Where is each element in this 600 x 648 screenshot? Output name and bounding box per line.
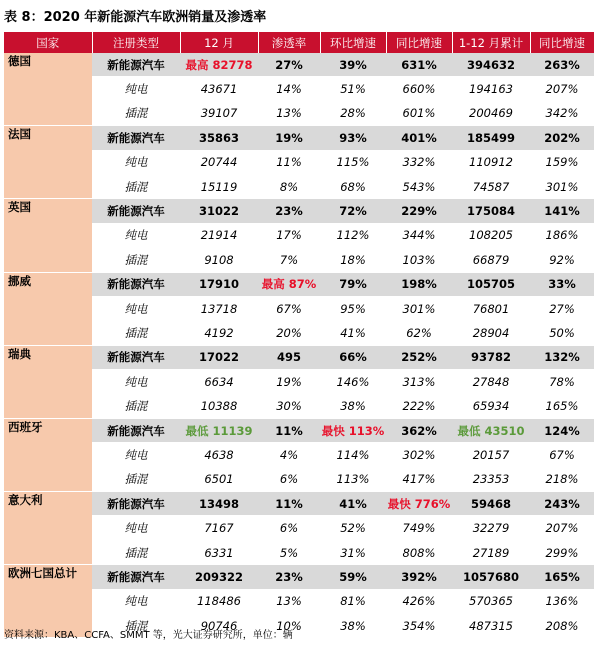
cell-cyoy: 218% bbox=[530, 467, 594, 491]
cell-type: 纯电 bbox=[92, 589, 180, 613]
cell-m12: 39107 bbox=[180, 101, 258, 125]
cell-type: 插混 bbox=[92, 174, 180, 198]
country-cell: 英国 bbox=[4, 199, 92, 272]
cell-pen: 6% bbox=[258, 516, 320, 540]
cell-type: 纯电 bbox=[92, 516, 180, 540]
cell-cyoy: 301% bbox=[530, 174, 594, 198]
header-cell: 12 月 bbox=[180, 32, 258, 53]
cell-type: 纯电 bbox=[92, 77, 180, 101]
cell-cum: 185499 bbox=[452, 126, 530, 150]
cell-yoy: 749% bbox=[386, 516, 452, 540]
cell-cyoy: 27% bbox=[530, 296, 594, 320]
cell-cyoy: 132% bbox=[530, 345, 594, 369]
header-cell: 同比增速 bbox=[530, 32, 594, 53]
cell-yoy: 660% bbox=[386, 77, 452, 101]
cell-mom: 66% bbox=[320, 345, 386, 369]
cell-m12: 90746 bbox=[180, 613, 258, 637]
sales-table bbox=[4, 32, 595, 638]
cell-mom: 41% bbox=[320, 321, 386, 345]
cell-mom: 72% bbox=[320, 199, 386, 223]
cell-yoy: 543% bbox=[386, 174, 452, 198]
cell-type: 插混 bbox=[92, 101, 180, 125]
cell-yoy: 631% bbox=[386, 53, 452, 77]
cell-cum: 105705 bbox=[452, 272, 530, 296]
table-row bbox=[4, 53, 594, 77]
cell-cum: 110912 bbox=[452, 150, 530, 174]
cell-mom: 114% bbox=[320, 443, 386, 467]
table-row bbox=[4, 589, 594, 613]
table-row bbox=[4, 394, 594, 418]
table-row bbox=[4, 443, 594, 467]
table-row bbox=[4, 467, 594, 491]
cell-yoy: 344% bbox=[386, 223, 452, 247]
cell-yoy: 401% bbox=[386, 126, 452, 150]
cell-cum: 570365 bbox=[452, 589, 530, 613]
cell-yoy: 417% bbox=[386, 467, 452, 491]
cell-pen: 14% bbox=[258, 77, 320, 101]
cell-cyoy: 33% bbox=[530, 272, 594, 296]
cell-cum: 108205 bbox=[452, 223, 530, 247]
table-row bbox=[4, 492, 594, 516]
cell-yoy: 62% bbox=[386, 321, 452, 345]
cell-yoy: 601% bbox=[386, 101, 452, 125]
cell-pen: 7% bbox=[258, 248, 320, 272]
table-row bbox=[4, 248, 594, 272]
cell-mom: 59% bbox=[320, 565, 386, 589]
cell-type: 插混 bbox=[92, 248, 180, 272]
cell-cyoy: 263% bbox=[530, 53, 594, 77]
cell-yoy: 426% bbox=[386, 589, 452, 613]
cell-cyoy: 299% bbox=[530, 540, 594, 564]
cell-cum: 200469 bbox=[452, 101, 530, 125]
cell-cyoy: 92% bbox=[530, 248, 594, 272]
cell-m12: 31022 bbox=[180, 199, 258, 223]
cell-pen: 13% bbox=[258, 589, 320, 613]
cell-cum: 27189 bbox=[452, 540, 530, 564]
cell-pen: 最高 87% bbox=[258, 272, 320, 296]
cell-pen: 13% bbox=[258, 101, 320, 125]
cell-m12: 4638 bbox=[180, 443, 258, 467]
cell-m12: 13718 bbox=[180, 296, 258, 320]
cell-cyoy: 243% bbox=[530, 492, 594, 516]
cell-yoy: 362% bbox=[386, 418, 452, 442]
table-title: 表 8：2020 年新能源汽车欧洲销量及渗透率 bbox=[4, 10, 267, 25]
cell-m12: 118486 bbox=[180, 589, 258, 613]
country-cell: 挪威 bbox=[4, 272, 92, 345]
cell-cum: 27848 bbox=[452, 370, 530, 394]
cell-cum: 最低 43510 bbox=[452, 418, 530, 442]
cell-mom: 18% bbox=[320, 248, 386, 272]
cell-pen: 11% bbox=[258, 492, 320, 516]
cell-pen: 19% bbox=[258, 126, 320, 150]
cell-cyoy: 50% bbox=[530, 321, 594, 345]
cell-cum: 1057680 bbox=[452, 565, 530, 589]
cell-type: 新能源汽车 bbox=[92, 53, 180, 77]
cell-cyoy: 165% bbox=[530, 565, 594, 589]
cell-cyoy: 124% bbox=[530, 418, 594, 442]
table-row bbox=[4, 199, 594, 223]
cell-mom: 38% bbox=[320, 613, 386, 637]
cell-type: 新能源汽车 bbox=[92, 272, 180, 296]
cell-yoy: 392% bbox=[386, 565, 452, 589]
cell-m12: 20744 bbox=[180, 150, 258, 174]
cell-mom: 113% bbox=[320, 467, 386, 491]
cell-type: 插混 bbox=[92, 540, 180, 564]
cell-cyoy: 165% bbox=[530, 394, 594, 418]
cell-type: 新能源汽车 bbox=[92, 565, 180, 589]
cell-type: 新能源汽车 bbox=[92, 199, 180, 223]
table-row bbox=[4, 272, 594, 296]
table-row bbox=[4, 540, 594, 564]
header-cell: 环比增速 bbox=[320, 32, 386, 53]
cell-m12: 7167 bbox=[180, 516, 258, 540]
cell-yoy: 252% bbox=[386, 345, 452, 369]
cell-m12: 43671 bbox=[180, 77, 258, 101]
cell-cyoy: 208% bbox=[530, 613, 594, 637]
country-cell: 西班牙 bbox=[4, 418, 92, 491]
cell-pen: 6% bbox=[258, 467, 320, 491]
cell-m12: 10388 bbox=[180, 394, 258, 418]
cell-m12: 6501 bbox=[180, 467, 258, 491]
table-row bbox=[4, 150, 594, 174]
cell-pen: 495 bbox=[258, 345, 320, 369]
cell-mom: 79% bbox=[320, 272, 386, 296]
cell-pen: 67% bbox=[258, 296, 320, 320]
cell-yoy: 313% bbox=[386, 370, 452, 394]
cell-cyoy: 207% bbox=[530, 516, 594, 540]
country-cell: 法国 bbox=[4, 126, 92, 199]
cell-mom: 51% bbox=[320, 77, 386, 101]
cell-m12: 6331 bbox=[180, 540, 258, 564]
header-cell: 1-12 月累计 bbox=[452, 32, 530, 53]
header-cell: 同比增速 bbox=[386, 32, 452, 53]
cell-m12: 21914 bbox=[180, 223, 258, 247]
cell-type: 纯电 bbox=[92, 296, 180, 320]
table-row bbox=[4, 174, 594, 198]
cell-cyoy: 67% bbox=[530, 443, 594, 467]
cell-mom: 95% bbox=[320, 296, 386, 320]
cell-type: 插混 bbox=[92, 467, 180, 491]
cell-cum: 23353 bbox=[452, 467, 530, 491]
cell-mom: 112% bbox=[320, 223, 386, 247]
cell-yoy: 222% bbox=[386, 394, 452, 418]
cell-cum: 28904 bbox=[452, 321, 530, 345]
cell-pen: 11% bbox=[258, 418, 320, 442]
cell-m12: 17022 bbox=[180, 345, 258, 369]
cell-pen: 8% bbox=[258, 174, 320, 198]
table-row bbox=[4, 77, 594, 101]
cell-m12: 35863 bbox=[180, 126, 258, 150]
cell-type: 插混 bbox=[92, 394, 180, 418]
cell-yoy: 198% bbox=[386, 272, 452, 296]
table-row bbox=[4, 565, 594, 589]
cell-type: 纯电 bbox=[92, 223, 180, 247]
cell-cum: 175084 bbox=[452, 199, 530, 223]
cell-mom: 115% bbox=[320, 150, 386, 174]
country-cell: 欧洲七国总计 bbox=[4, 565, 92, 638]
cell-pen: 4% bbox=[258, 443, 320, 467]
cell-m12: 6634 bbox=[180, 370, 258, 394]
cell-cum: 194163 bbox=[452, 77, 530, 101]
table-row bbox=[4, 516, 594, 540]
cell-mom: 41% bbox=[320, 492, 386, 516]
cell-cum: 32279 bbox=[452, 516, 530, 540]
cell-yoy: 301% bbox=[386, 296, 452, 320]
table-row bbox=[4, 126, 594, 150]
cell-yoy: 最快 776% bbox=[386, 492, 452, 516]
cell-pen: 11% bbox=[258, 150, 320, 174]
cell-yoy: 332% bbox=[386, 150, 452, 174]
cell-pen: 23% bbox=[258, 199, 320, 223]
cell-mom: 28% bbox=[320, 101, 386, 125]
country-cell: 德国 bbox=[4, 53, 92, 126]
cell-cum: 20157 bbox=[452, 443, 530, 467]
cell-pen: 17% bbox=[258, 223, 320, 247]
cell-type: 新能源汽车 bbox=[92, 126, 180, 150]
cell-cum: 65934 bbox=[452, 394, 530, 418]
cell-mom: 52% bbox=[320, 516, 386, 540]
cell-pen: 20% bbox=[258, 321, 320, 345]
cell-cyoy: 207% bbox=[530, 77, 594, 101]
cell-cyoy: 78% bbox=[530, 370, 594, 394]
cell-pen: 30% bbox=[258, 394, 320, 418]
cell-cum: 59468 bbox=[452, 492, 530, 516]
cell-mom: 38% bbox=[320, 394, 386, 418]
cell-cyoy: 186% bbox=[530, 223, 594, 247]
header-row bbox=[4, 32, 594, 53]
cell-type: 插混 bbox=[92, 321, 180, 345]
cell-mom: 146% bbox=[320, 370, 386, 394]
cell-mom: 81% bbox=[320, 589, 386, 613]
cell-mom: 39% bbox=[320, 53, 386, 77]
cell-cum: 66879 bbox=[452, 248, 530, 272]
table-row bbox=[4, 370, 594, 394]
cell-mom: 31% bbox=[320, 540, 386, 564]
country-cell: 瑞典 bbox=[4, 345, 92, 418]
cell-pen: 10% bbox=[258, 613, 320, 637]
cell-cum: 394632 bbox=[452, 53, 530, 77]
cell-cum: 74587 bbox=[452, 174, 530, 198]
source-note: 资料来源：KBA、CCFA、SMMT 等，光大证券研究所，单位：辆 bbox=[4, 630, 293, 641]
cell-pen: 23% bbox=[258, 565, 320, 589]
cell-cum: 487315 bbox=[452, 613, 530, 637]
cell-type: 纯电 bbox=[92, 150, 180, 174]
cell-mom: 93% bbox=[320, 126, 386, 150]
table-row bbox=[4, 223, 594, 247]
cell-m12: 15119 bbox=[180, 174, 258, 198]
cell-cyoy: 202% bbox=[530, 126, 594, 150]
cell-type: 新能源汽车 bbox=[92, 345, 180, 369]
cell-type: 新能源汽车 bbox=[92, 418, 180, 442]
table-row bbox=[4, 345, 594, 369]
cell-m12: 209322 bbox=[180, 565, 258, 589]
cell-m12: 17910 bbox=[180, 272, 258, 296]
cell-mom: 最快 113% bbox=[320, 418, 386, 442]
table-row bbox=[4, 296, 594, 320]
header-cell: 国家 bbox=[4, 32, 92, 53]
cell-m12: 最低 11139 bbox=[180, 418, 258, 442]
cell-m12: 4192 bbox=[180, 321, 258, 345]
cell-mom: 68% bbox=[320, 174, 386, 198]
table-row bbox=[4, 418, 594, 442]
cell-cum: 76801 bbox=[452, 296, 530, 320]
cell-m12: 最高 82778 bbox=[180, 53, 258, 77]
cell-pen: 5% bbox=[258, 540, 320, 564]
cell-cum: 93782 bbox=[452, 345, 530, 369]
cell-yoy: 808% bbox=[386, 540, 452, 564]
cell-m12: 13498 bbox=[180, 492, 258, 516]
cell-pen: 27% bbox=[258, 53, 320, 77]
cell-type: 新能源汽车 bbox=[92, 492, 180, 516]
cell-yoy: 354% bbox=[386, 613, 452, 637]
cell-cyoy: 342% bbox=[530, 101, 594, 125]
cell-type: 纯电 bbox=[92, 370, 180, 394]
cell-yoy: 229% bbox=[386, 199, 452, 223]
header-cell: 渗透率 bbox=[258, 32, 320, 53]
cell-yoy: 302% bbox=[386, 443, 452, 467]
country-cell: 意大利 bbox=[4, 492, 92, 565]
table-row bbox=[4, 321, 594, 345]
cell-cyoy: 141% bbox=[530, 199, 594, 223]
cell-m12: 9108 bbox=[180, 248, 258, 272]
cell-cyoy: 136% bbox=[530, 589, 594, 613]
cell-yoy: 103% bbox=[386, 248, 452, 272]
cell-type: 插混 bbox=[92, 613, 180, 637]
cell-type: 纯电 bbox=[92, 443, 180, 467]
cell-cyoy: 159% bbox=[530, 150, 594, 174]
header-cell: 注册类型 bbox=[92, 32, 180, 53]
table-row bbox=[4, 101, 594, 125]
cell-pen: 19% bbox=[258, 370, 320, 394]
